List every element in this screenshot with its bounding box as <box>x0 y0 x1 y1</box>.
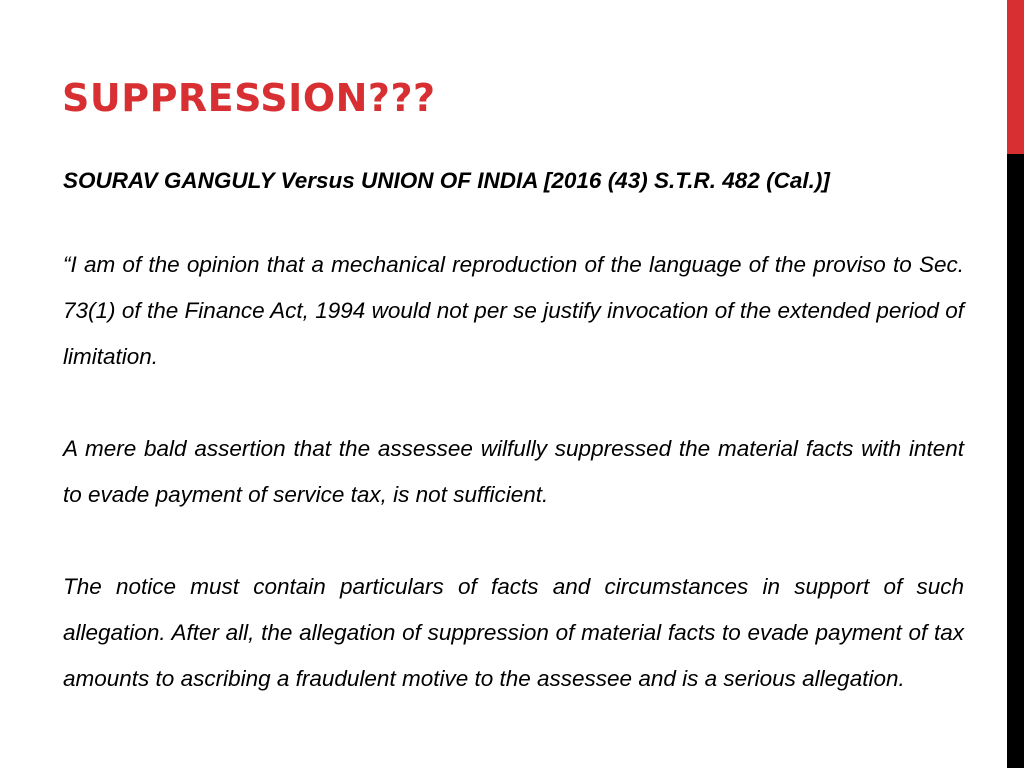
quote-paragraph-3: The notice must contain particulars of facts and circumstances in support of such allegation. After all, the allegation of suppression of material facts to evade payment of tax amounts to ascribing a fraudulent motive to the assessee and is a serious allegation. <box>63 574 964 691</box>
quote-paragraph-1: “I am of the opinion that a mechanical reproduction of the language of the proviso to Sec. 73(1) of the Finance Act, 1994 would not per se justify invocation of the extended period of limitation. <box>63 252 964 369</box>
case-citation: SOURAV GANGULY Versus UNION OF INDIA [2016 (43) S.T.R. 482 (Cal.)] <box>63 168 830 193</box>
side-accent-bar <box>1007 0 1024 768</box>
slide-content <box>63 164 964 702</box>
slide-title: SUPPRESSION??? <box>62 76 436 120</box>
side-accent-red-segment <box>1007 0 1024 154</box>
quote-paragraph-2: A mere bald assertion that the assessee wilfully suppressed the material facts with intent to evade payment of service tax, is not sufficient. <box>63 436 964 507</box>
